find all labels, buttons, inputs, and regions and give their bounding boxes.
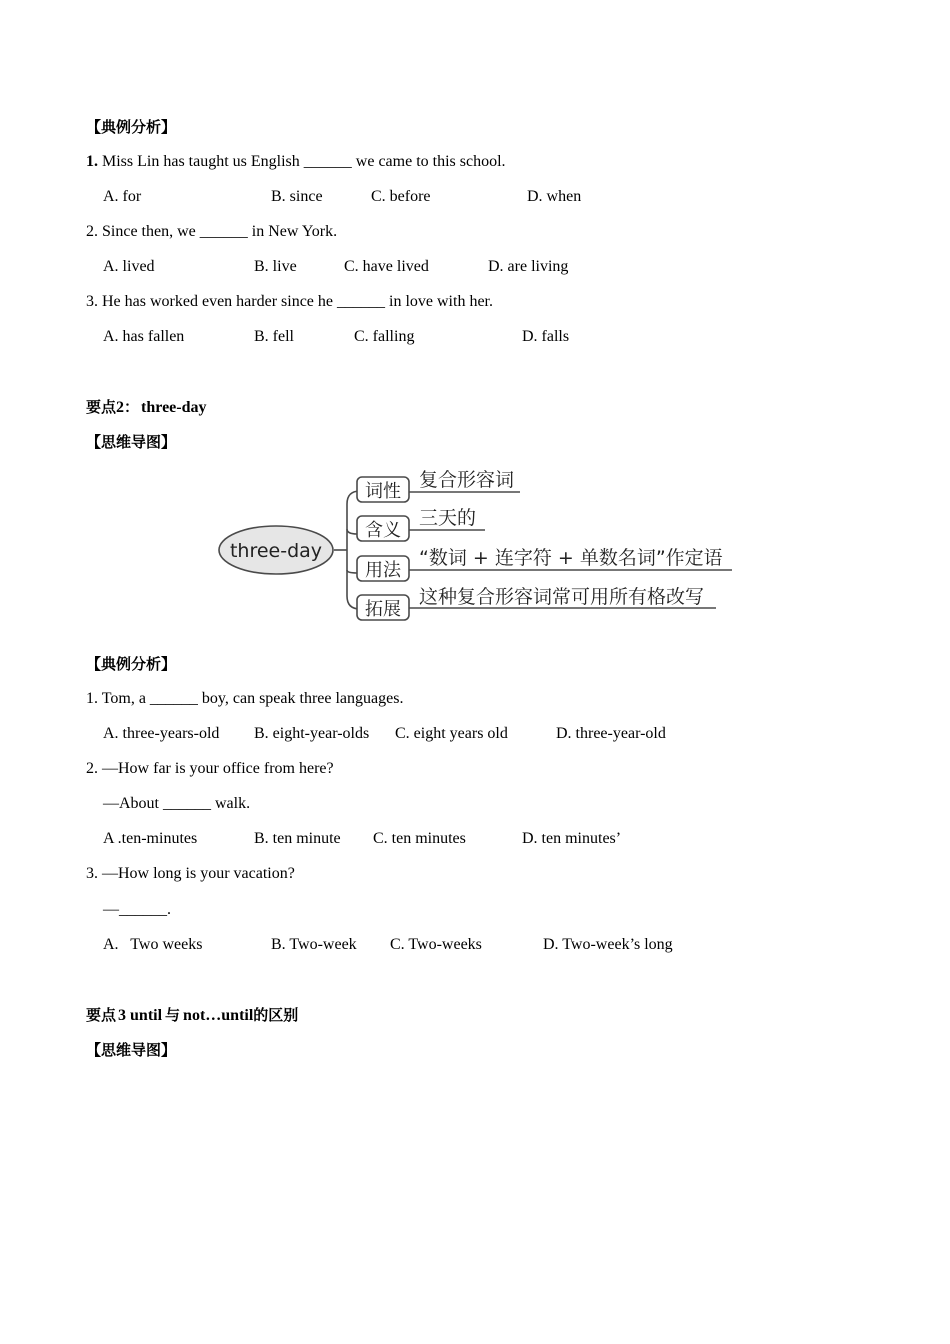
option-d: D. ten minutes’ bbox=[522, 830, 622, 847]
example-analysis-heading: 【典例分析】 bbox=[86, 118, 177, 136]
option-c: C. have lived bbox=[344, 258, 429, 275]
point-number: 2 bbox=[116, 399, 125, 416]
question-1-text: Miss Lin has taught us English ______ we came to this school. bbox=[98, 153, 506, 170]
option-c: C. Two-weeks bbox=[390, 936, 482, 953]
branch-text-extension: 这种复合形容词常可用所有格改写 bbox=[419, 586, 705, 608]
point-label: 要点 bbox=[86, 1006, 117, 1024]
keyword-until: until bbox=[130, 1007, 163, 1024]
branch-label-usage: 用法 bbox=[365, 560, 401, 581]
option-c: C. ten minutes bbox=[373, 830, 466, 847]
option-d: D. are living bbox=[488, 258, 569, 275]
mindmap-center-label: three-day bbox=[229, 540, 323, 562]
question-1-number: 1. bbox=[86, 153, 98, 170]
point-label: 要点 bbox=[86, 398, 117, 416]
branch-text-part-of-speech: 复合形容词 bbox=[419, 469, 515, 491]
option-a: A. Two weeks bbox=[103, 936, 203, 953]
option-d: D. three-year-old bbox=[556, 725, 666, 742]
question-3-stem: 3. He has worked even harder since he ______ in love with her. bbox=[86, 293, 493, 310]
option-a: A. lived bbox=[103, 258, 155, 275]
three-day-mindmap bbox=[210, 462, 740, 627]
option-a: A. for bbox=[103, 188, 142, 205]
mindmap-heading: 【思维导图】 bbox=[86, 1041, 177, 1059]
option-b: B. fell bbox=[254, 328, 294, 345]
connector-and: 与 bbox=[165, 1006, 181, 1024]
option-b: B. ten minute bbox=[254, 830, 341, 847]
option-d: D. Two-week’s long bbox=[543, 936, 673, 953]
option-a: A .ten-minutes bbox=[103, 830, 198, 847]
example-analysis-heading: 【典例分析】 bbox=[86, 655, 177, 673]
point-colon: ： bbox=[124, 398, 140, 416]
question-2-stem: 2. Since then, we ______ in New York. bbox=[86, 223, 338, 240]
option-a: A. has fallen bbox=[103, 328, 185, 345]
question-3-stem: 3. —How long is your vacation? bbox=[86, 865, 295, 882]
branch-label-part-of-speech: 词性 bbox=[365, 481, 401, 502]
option-d: D. falls bbox=[522, 328, 570, 345]
point-keyword: three-day bbox=[141, 399, 207, 416]
keyword-not-until: not…until bbox=[183, 1007, 254, 1024]
question-2-answer-line: —About ______ walk. bbox=[103, 795, 251, 812]
point-number: 3 bbox=[118, 1007, 127, 1024]
option-a: A. three-years-old bbox=[103, 725, 220, 742]
question-3-answer-line: —______. bbox=[103, 901, 171, 918]
option-c: C. before bbox=[371, 188, 431, 205]
question-1-stem bbox=[86, 152, 506, 172]
branch-label-extension: 拓展 bbox=[365, 599, 401, 620]
mindmap-heading: 【思维导图】 bbox=[86, 433, 177, 451]
option-d: D. when bbox=[527, 188, 582, 205]
question-2-stem: 2. —How far is your office from here? bbox=[86, 760, 334, 777]
branch-label-meaning: 含义 bbox=[365, 520, 401, 541]
branch-text-usage: “数词 + 连字符 + 单数名词”作定语 bbox=[419, 547, 723, 569]
option-b: B. live bbox=[254, 258, 297, 275]
option-c: C. falling bbox=[354, 328, 415, 345]
option-b: B. Two-week bbox=[271, 936, 357, 953]
point-3-title bbox=[86, 1005, 298, 1026]
point-2-title bbox=[86, 397, 207, 418]
option-c: C. eight years old bbox=[395, 725, 508, 742]
option-b: B. eight-year-olds bbox=[254, 725, 370, 742]
title-difference: 的区别 bbox=[253, 1006, 299, 1024]
branch-text-meaning: 三天的 bbox=[419, 507, 477, 529]
question-1-stem: 1. Tom, a ______ boy, can speak three languages. bbox=[86, 690, 404, 707]
option-b: B. since bbox=[271, 188, 323, 205]
